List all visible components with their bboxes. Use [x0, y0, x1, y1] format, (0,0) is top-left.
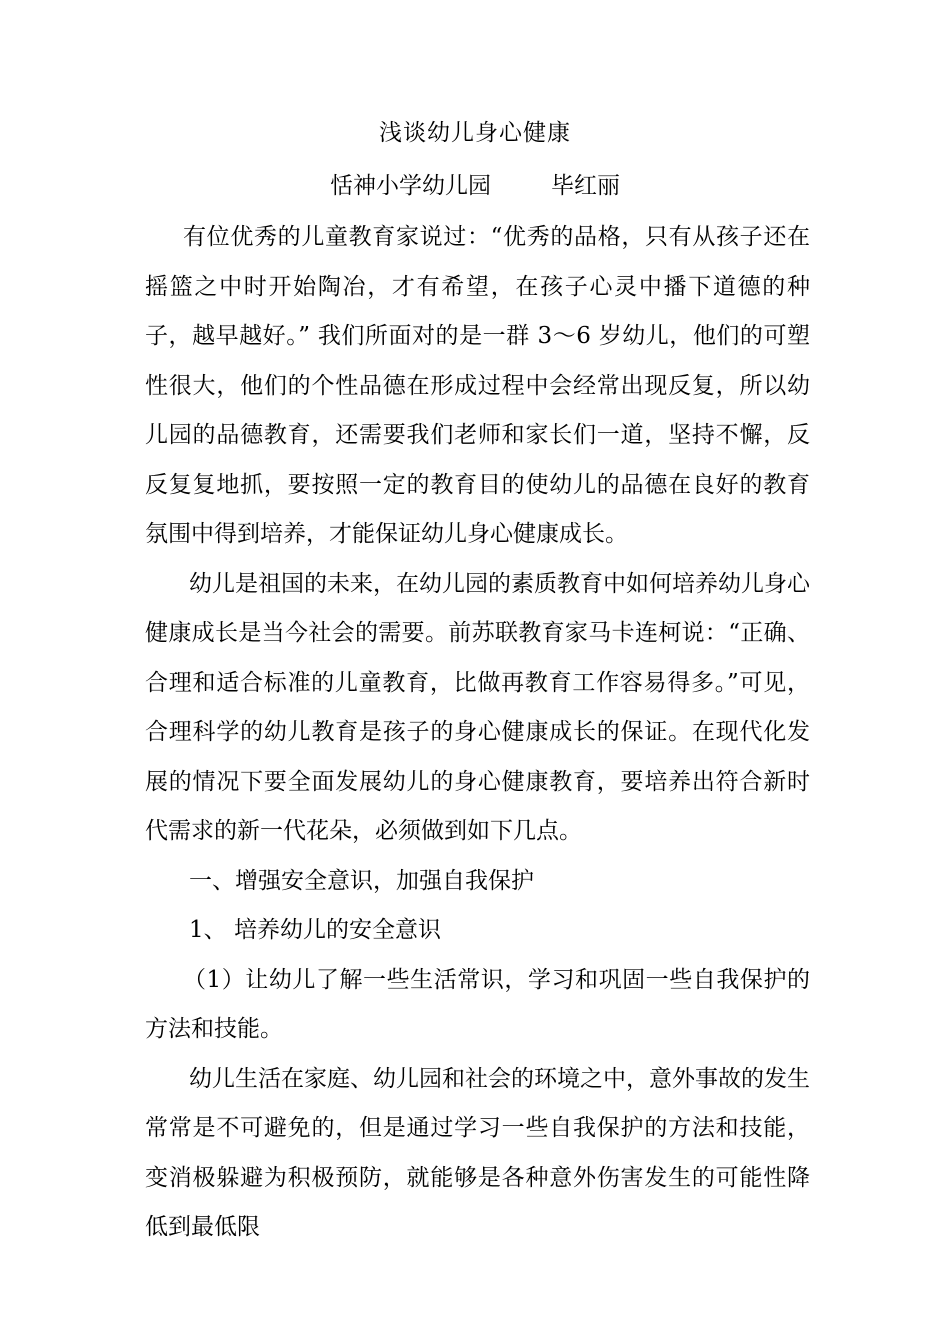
document-body — [145, 213, 810, 1253]
subsection-heading: 1、 培养幼儿的安全意识 — [189, 917, 441, 943]
byline — [0, 166, 950, 206]
paragraph: 幼儿生活在家庭、幼儿园和社会的环境之中，意外事故的发生常常是不可避免的，但是通过学习一些自我保护的方法和技能，变消极躲避为积极预防，就能够是各种意外伤害发生的可能性降低到最低限 — [145, 1065, 810, 1240]
paragraph: 有位优秀的儿童教育家说过：“优秀的品格，只有从孩子还在摇篮之中时开始陶冶，才有希望，在孩子心灵中播下道德的种子，越早越好。” 我们所面对的是一群 3～6 岁幼儿，他们的可塑性很大，他们的个性品德在形成过程中会经常出现反复，所以幼儿园的品德教育，还需要我们老师和家长们一道，坚持不懈，反反复复地抓，要按照一定的教育目的使幼儿的品德在良好的教育氛围中得到培养，才能保证幼儿身心健康成长。 — [145, 224, 810, 547]
author-name: 毕红丽 — [551, 173, 620, 199]
paragraph: 幼儿是祖国的未来，在幼儿园的素质教育中如何培养幼儿身心健康成长是当今社会的需要。前苏联教育家马卡连柯说：“正确、合理和适合标准的儿童教育，比做再教育工作容易得多。”可见，合理科学的幼儿教育是孩子的身心健康成长的保证。在现代化发展的情况下要全面发展幼儿的身心健康教育，要培养出符合新时代需求的新一代花朵，必须做到如下几点。 — [145, 570, 810, 844]
school-name: 恬神小学幼儿园 — [330, 173, 491, 199]
document-title: 浅谈幼儿身心健康 — [379, 120, 571, 146]
section-heading: 一、增强安全意识，加强自我保护 — [189, 867, 534, 894]
paragraph: （1）让幼儿了解一些生活常识，学习和巩固一些自我保护的方法和技能。 — [145, 966, 810, 1042]
